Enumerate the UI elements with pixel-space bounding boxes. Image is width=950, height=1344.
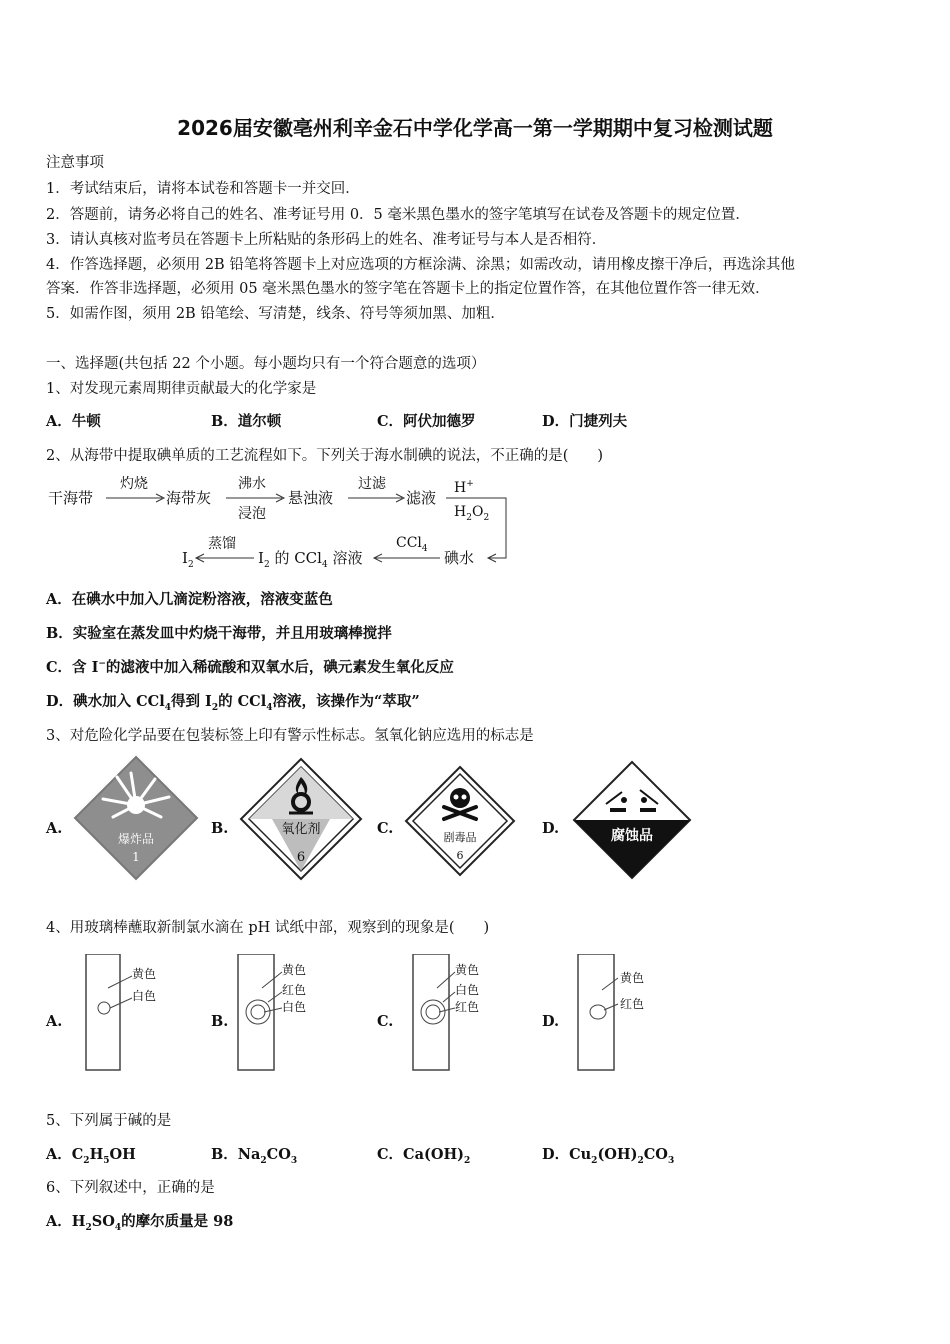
oxidizer-sign — [239, 757, 363, 881]
svg-text:H+ — [454, 479, 474, 496]
q6-stem: 6、下列叙述中，正确的是 — [46, 1180, 215, 1196]
q6-a-sub2: 4 — [114, 1222, 122, 1233]
flow-node-iodine-water: 碘水 — [444, 549, 475, 567]
explosive-sign-text: 爆炸品 — [117, 832, 155, 846]
q5-d-part2: (OH) — [597, 1146, 638, 1163]
flow-node-i2-rest: 的 CCl — [269, 549, 322, 567]
flow-node-filtrate: 滤液 — [406, 489, 437, 507]
ph-strip-a-label-2: 白色 — [132, 989, 157, 1003]
notice-item-2: 2．答题前，请务必将自己的姓名、准考证号用 0．5 毫米黑色墨水的签字笔填写在试卷及答题卡的规定位置． — [46, 207, 750, 223]
flow-node-i2-ccl4-sub: 4 — [321, 560, 328, 570]
notice-item-1: 1．考试结束后，请将本试卷和答题卡一并交回． — [46, 181, 360, 197]
q5-d-sub1: 2 — [591, 1155, 598, 1166]
flow-reagent-h-charge: + — [466, 479, 474, 489]
svg-text:CCl4 — [396, 535, 428, 554]
flow-reagent-ccl4-sub: 4 — [421, 544, 428, 554]
q4-label-d: D. — [542, 1013, 560, 1030]
ph-strip-b-label-3: 白色 — [282, 1000, 307, 1014]
q5-d-part1: D．Cu — [542, 1146, 592, 1163]
q5-a-sub2: 5 — [103, 1155, 110, 1166]
ph-strip-d-label-1: 黄色 — [620, 971, 645, 985]
q2-stem: 2、从海带中提取碘单质的工艺流程如下。下列关于海水制碘的说法，不正确的是( ) — [46, 448, 604, 464]
notice-item-4: 4．作答选择题，必须用 2B 铅笔将答题卡上对应选项的方框涂满、涂黑；如需改动，请用橡皮擦干净后，再选涂其他 — [46, 257, 795, 273]
q4-stem: 4、用玻璃棒蘸取新制氯水滴在 pH 试纸中部，观察到的现象是( ) — [46, 920, 490, 936]
flow-step-boil: 沸水 — [238, 476, 266, 492]
svg-text:I2 — [182, 549, 194, 570]
q2-d-sub2: 2 — [211, 702, 219, 713]
explosive-sign-number: 1 — [132, 850, 140, 864]
q5-a-part2: H — [89, 1146, 104, 1163]
section-heading: 一、选择题(共包括 22 个小题。每小题均只有一个符合题意的选项） — [46, 356, 486, 372]
q4-label-a: A. — [46, 1013, 63, 1030]
q5-a-part1: A．C — [46, 1146, 84, 1163]
ph-strip-a — [84, 954, 174, 1072]
q5-option-a — [46, 1143, 136, 1166]
oxidizer-sign-number: 6 — [296, 850, 306, 865]
page-title: 2026届安徽亳州利辛金石中学化学高一第一学期期中复习检测试题 — [177, 116, 773, 140]
iodine-flow-diagram — [44, 470, 524, 576]
flow-node-kelp-ash: 海带灰 — [166, 489, 212, 507]
q6-a-part3: 的摩尔质量是 98 — [121, 1213, 234, 1230]
flow-step-filter: 过滤 — [358, 476, 386, 492]
q5-d-sub2: 2 — [637, 1155, 644, 1166]
q2-c-part2: 的滤液中加入稀硫酸和双氧水后，碘元素发生氧化反应 — [105, 659, 454, 676]
ph-strip-c-label-2: 白色 — [455, 983, 480, 997]
q2-option-b: B．实验室在蒸发皿中灼烧干海带，并且用玻璃棒搅拌 — [46, 625, 392, 642]
oxidizer-sign-text: 氧化剂 — [281, 822, 321, 837]
ph-strip-c-label-3: 红色 — [455, 1000, 480, 1014]
q3-label-c: C. — [377, 820, 394, 837]
flow-reagent-h2o2-sub1: 2 — [466, 513, 472, 523]
flow-node-i2-final-sub: 2 — [187, 560, 194, 570]
q3-stem: 3、对危险化学品要在包装标签上印有警示性标志。氢氧化钠应选用的标志是 — [46, 728, 534, 744]
q2-option-d — [46, 690, 420, 713]
q5-c-sub1: 2 — [464, 1155, 471, 1166]
ph-strip-c-label-1: 黄色 — [455, 963, 480, 977]
q5-c-part1: C．Ca(OH) — [377, 1146, 465, 1163]
flow-step-burn: 灼烧 — [120, 476, 148, 492]
corrosive-sign-text: 腐蚀品 — [611, 828, 653, 844]
svg-text:H2O2 — [454, 504, 489, 523]
q6-a-sub1: 2 — [85, 1222, 92, 1233]
q1-stem: 1、对发现元素周期律贡献最大的化学家是 — [46, 381, 317, 397]
ph-strip-d — [576, 954, 666, 1072]
q2-c-sup: − — [98, 659, 106, 670]
q6-option-a — [46, 1210, 233, 1233]
q2-d-sub1: 4 — [164, 702, 171, 713]
flow-reagent-h: H — [454, 480, 467, 496]
q6-a-part1: A．H — [46, 1213, 86, 1230]
flow-node-i2-solution: I — [258, 549, 264, 567]
q2-d-sub3: 4 — [266, 702, 273, 713]
q1-option-c: C．阿伏加德罗 — [377, 413, 476, 430]
q2-option-a: A．在碘水中加入几滴淀粉溶液，溶液变蓝色 — [46, 591, 333, 608]
q5-b-part2: CO — [266, 1146, 291, 1163]
q4-label-c: C. — [377, 1013, 394, 1030]
notice-item-4-cont: 答案．作答非选择题，必须用 05 毫米黑色墨水的签字笔在答题卡上的指定位置作答，在其他位置作答一律无效． — [46, 281, 770, 297]
ph-strip-a-label-1: 黄色 — [132, 967, 157, 981]
q3-label-b: B. — [211, 820, 229, 837]
q2-d-part4: 溶液，该操作为“萃取” — [272, 693, 420, 710]
q4-label-b: B. — [211, 1013, 229, 1030]
ph-strip-d-label-2: 红色 — [620, 997, 645, 1011]
q1-option-b: B．道尔顿 — [211, 413, 282, 430]
q2-d-part2: 得到 I — [170, 693, 212, 710]
flow-step-distill: 蒸馏 — [208, 536, 236, 552]
q2-option-c — [46, 656, 454, 677]
flow-reagent-h2o2-sub2: 2 — [483, 513, 490, 523]
q2-d-part1: D．碘水加入 CCl — [46, 693, 165, 710]
q1-option-a: A．牛顿 — [46, 413, 101, 430]
q5-b-part1: B．Na — [211, 1146, 261, 1163]
flow-node-i2-end: 溶液 — [327, 549, 363, 567]
flow-node-i2-sub: 2 — [263, 560, 270, 570]
q5-option-b — [211, 1143, 297, 1166]
q5-a-sub1: 2 — [83, 1155, 90, 1166]
notice-item-3: 3．请认真核对监考员在答题卡上所粘贴的条形码上的姓名、准考证号与本人是否相符． — [46, 232, 607, 248]
toxic-sign-text: 剧毒品 — [443, 831, 477, 844]
corrosive-sign — [570, 760, 694, 880]
q6-a-part2: SO — [91, 1213, 115, 1230]
q5-a-part3: OH — [109, 1146, 136, 1163]
q5-option-d — [542, 1143, 674, 1166]
flow-node-suspension: 悬浊液 — [288, 489, 334, 507]
toxic-sign — [404, 765, 516, 877]
ph-strip-c — [411, 954, 501, 1072]
q1-option-d: D．门捷列夫 — [542, 413, 628, 430]
flow-node-i2: I — [182, 549, 188, 567]
ph-strip-b-label-1: 黄色 — [282, 963, 307, 977]
q5-b-sub2: 3 — [290, 1155, 298, 1166]
flow-connector — [488, 498, 506, 558]
q5-stem: 5、下列属于碱的是 — [46, 1113, 172, 1129]
flow-node-dry-kelp: 干海带 — [48, 489, 94, 507]
flow-step-soak: 浸泡 — [238, 506, 266, 522]
q2-d-part3: 的 CCl — [218, 693, 267, 710]
q3-label-a: A. — [46, 820, 63, 837]
q5-b-sub1: 2 — [260, 1155, 267, 1166]
ph-strip-b — [236, 954, 326, 1072]
q5-d-sub3: 3 — [667, 1155, 675, 1166]
flow-reagent-h2o2-o: O — [471, 504, 484, 520]
q2-c-part1: C．含 I — [46, 659, 99, 676]
flow-reagent-ccl4: CCl — [396, 535, 422, 551]
q5-option-c — [377, 1143, 470, 1166]
flow-reagent-h2o2-h: H — [454, 504, 467, 520]
svg-text:I2 的 CCl4 溶液 — [258, 549, 362, 570]
ph-strip-b-label-2: 红色 — [282, 983, 307, 997]
notice-heading: 注意事项 — [46, 155, 104, 171]
explosive-sign — [73, 755, 199, 881]
notice-item-5: 5．如需作图，须用 2B 铅笔绘、写清楚，线条、符号等须加黑、加粗． — [46, 306, 505, 322]
q5-d-part3: CO — [643, 1146, 668, 1163]
toxic-sign-number: 6 — [456, 849, 464, 862]
q3-label-d: D. — [542, 820, 560, 837]
